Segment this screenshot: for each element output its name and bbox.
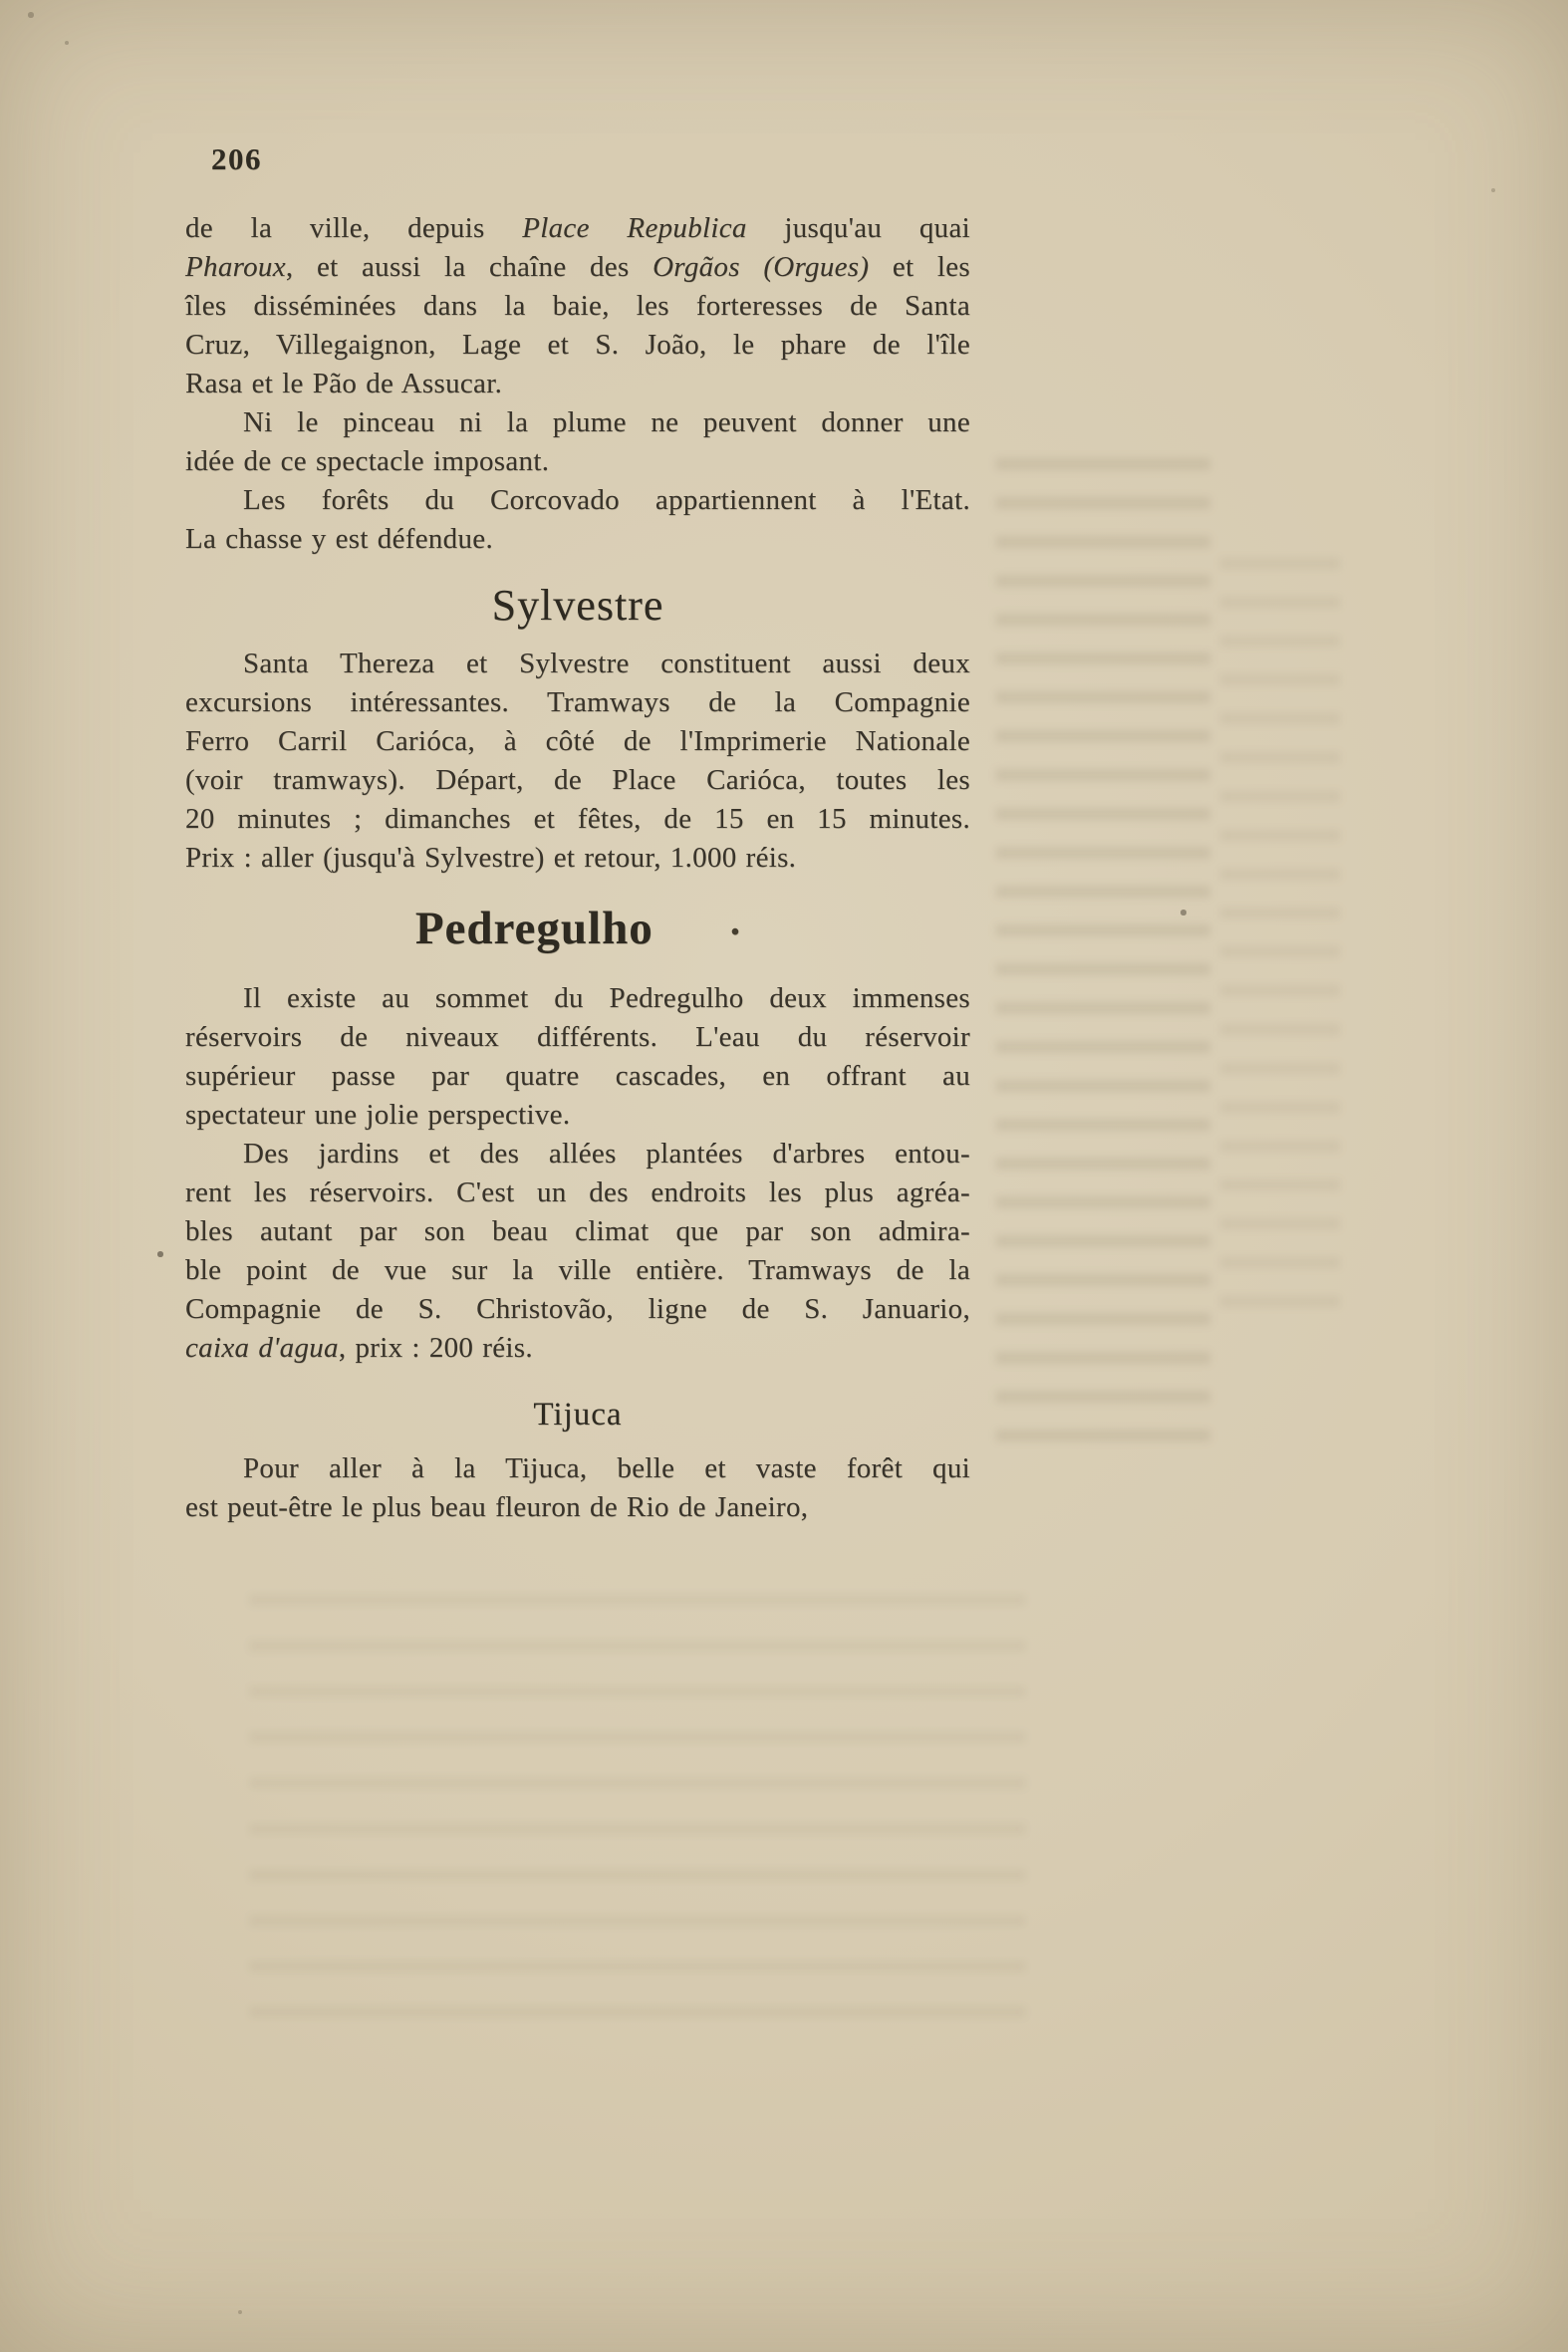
text-segment: réservoirs de niveaux différents. L'eau du réservoir	[185, 1021, 970, 1054]
text-line	[185, 979, 970, 1018]
ink-dot: •	[730, 919, 741, 946]
text-line	[185, 1057, 970, 1096]
italic-text: Place Republica	[522, 212, 747, 244]
text-segment: Prix : aller (jusqu'à Sylvestre) et retour, 1.000 réis.	[185, 842, 797, 874]
text-segment: jusqu'au quai	[746, 212, 970, 244]
text-line	[185, 1174, 970, 1212]
paragraph-pinceau-plume	[185, 403, 970, 481]
bleed-through-artifact	[996, 458, 1210, 1454]
text-line	[185, 209, 970, 248]
text-line	[185, 1329, 970, 1368]
text-line	[185, 1018, 970, 1057]
text-segment: bles autant par son beau climat que par son admira-	[185, 1215, 970, 1248]
text-segment: spectateur une jolie perspective.	[185, 1099, 571, 1132]
text-line	[185, 442, 970, 481]
text-line	[185, 326, 970, 365]
text-line	[185, 1290, 970, 1329]
text-segment: Pour aller à la Tijuca, belle et vaste forêt qui	[243, 1452, 970, 1485]
text-line	[185, 1096, 970, 1135]
text-line	[185, 287, 970, 326]
text-segment: 20 minutes ; dimanches et fêtes, de 15 en 15 minutes.	[185, 803, 970, 835]
text-segment: La chasse y est défendue.	[185, 523, 494, 555]
section-heading-pedregulho	[185, 900, 970, 961]
italic-text: caixa d'agua	[185, 1332, 339, 1365]
scan-speck-artifacts	[0, 0, 2, 2]
text-line	[185, 481, 970, 520]
text-line	[185, 683, 970, 722]
text-segment: , et aussi la chaîne des	[285, 251, 653, 283]
text-segment: Compagnie de S. Christovão, ligne de S. Januario,	[185, 1293, 970, 1326]
paragraph-santa-thereza	[185, 645, 970, 878]
text-block	[185, 209, 970, 1527]
text-segment: Rasa et le Pão de Assucar.	[185, 368, 503, 399]
text-line	[185, 839, 970, 878]
text-segment: ble point de vue sur la ville entière. Tramways de la	[185, 1254, 970, 1287]
text-segment: îles disséminées dans la baie, les forteresses de Santa	[185, 290, 970, 322]
text-segment: Ni le pinceau ni la plume ne peuvent donner une	[243, 406, 970, 438]
text-segment: Santa Thereza et Sylvestre constituent aussi deux	[243, 648, 970, 679]
text-line	[185, 800, 970, 839]
text-line	[185, 1135, 970, 1174]
italic-text: Orgãos	[653, 251, 740, 283]
paragraph-tijuca-intro	[185, 1449, 970, 1527]
text-line	[185, 1251, 970, 1290]
text-segment: rent les réservoirs. C'est un des endroits les plus agréa-	[185, 1176, 970, 1209]
text-line	[185, 1449, 970, 1488]
text-segment: idée de ce spectacle imposant.	[185, 445, 550, 477]
page-number: 206	[211, 141, 262, 176]
text-segment: Les forêts du Corcovado appartiennent à l'Etat.	[243, 484, 970, 516]
text-line	[185, 761, 970, 800]
bleed-through-artifact	[1220, 558, 1340, 1315]
text-segment: et les	[869, 251, 971, 283]
text-line	[185, 403, 970, 442]
paragraph-jardins-allees	[185, 1135, 970, 1368]
text-segment: Il existe au sommet du Pedregulho deux immenses	[243, 982, 970, 1015]
paragraph-reservoirs	[185, 979, 970, 1135]
text-line	[185, 248, 970, 287]
heading-text: Pedregulho	[414, 903, 653, 954]
text-segment: (voir tramways). Départ, de Place Carióca, toutes les	[185, 764, 970, 796]
text-line	[185, 645, 970, 683]
bleed-through-artifact	[249, 1594, 1026, 2022]
text-segment	[740, 251, 764, 283]
text-line	[185, 1488, 970, 1527]
section-heading-tijuca: Tijuca	[533, 1397, 623, 1434]
italic-text: Pharoux	[185, 251, 286, 283]
text-segment: Ferro Carril Carióca, à côté de l'Imprimerie Nationale	[185, 725, 970, 757]
text-line	[185, 520, 970, 559]
text-segment: supérieur passe par quatre cascades, en offrant au	[185, 1060, 970, 1093]
paragraph-continuation-bay-view	[185, 209, 970, 403]
text-segment: est peut-être le plus beau fleuron de Rio de Janeiro,	[185, 1491, 809, 1524]
text-line	[185, 1212, 970, 1251]
text-segment: de la ville, depuis	[185, 212, 523, 244]
text-segment: Des jardins et des allées plantées d'arbres entou-	[243, 1138, 970, 1171]
text-line	[185, 722, 970, 761]
text-segment: Cruz, Villegaignon, Lage et S. João, le phare de l'île	[185, 329, 970, 361]
text-segment: excursions intéressantes. Tramways de la Compagnie	[185, 686, 970, 718]
italic-text: (Orgues)	[763, 251, 870, 283]
paragraph-forets-corcovado	[185, 481, 970, 559]
text-line	[185, 365, 970, 403]
section-heading-sylvestre: Sylvestre	[491, 581, 664, 630]
text-segment: , prix : 200 réis.	[338, 1332, 533, 1365]
